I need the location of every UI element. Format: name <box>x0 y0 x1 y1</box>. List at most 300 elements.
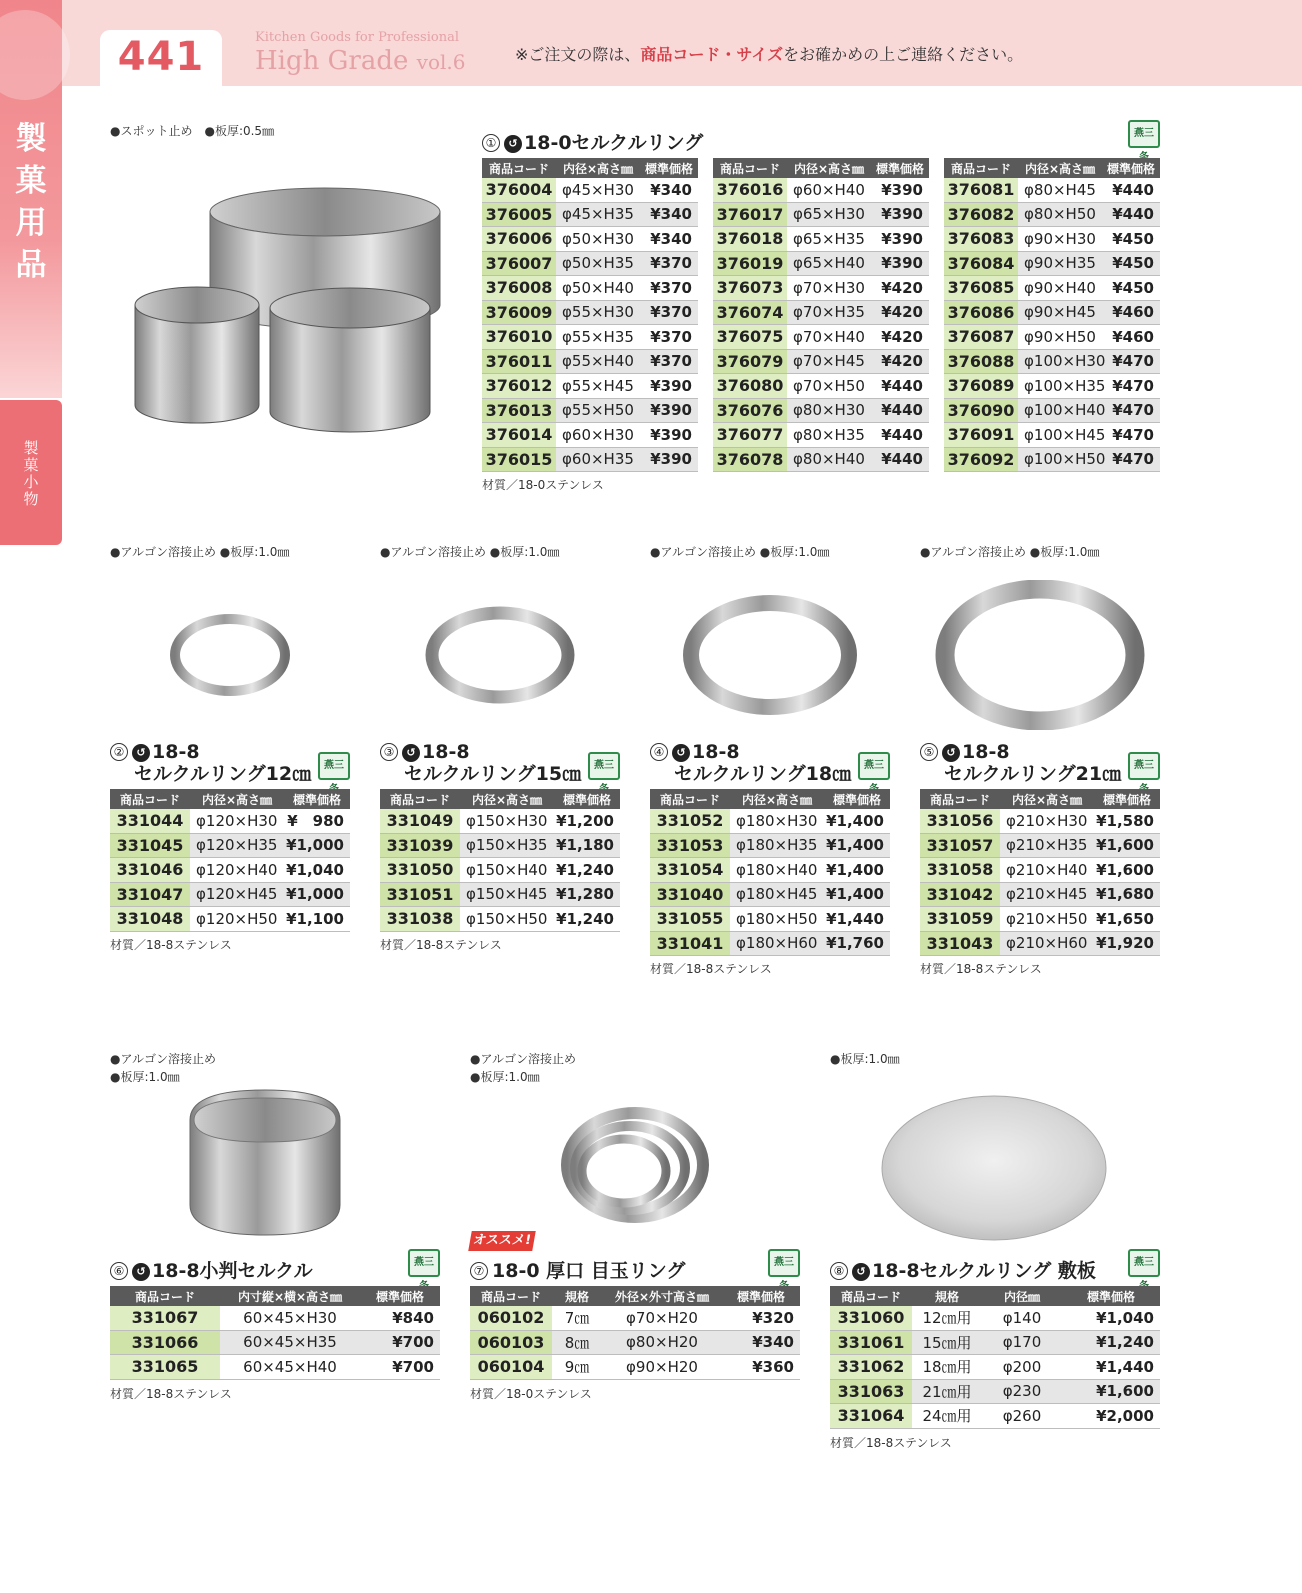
tsubame-sanjo-badge-icon: 燕三 <box>318 752 350 780</box>
table-row <box>482 301 698 326</box>
product7-title <box>470 1260 685 1282</box>
product8-title <box>830 1260 1096 1282</box>
price: ¥1,600 <box>1096 836 1154 855</box>
table-row <box>110 809 350 834</box>
sidebar-title-char: 用 <box>15 205 47 241</box>
tsubame-sanjo-badge-icon: 燕三 <box>1128 752 1160 780</box>
product-title <box>650 741 851 785</box>
material: 材質／18-8ステンレス <box>380 937 502 952</box>
product7-note-weld: ●アルゴン溶接止め <box>470 1052 576 1066</box>
size: 18㎝用 <box>922 1358 972 1377</box>
product-table <box>380 789 620 932</box>
table-row <box>713 399 929 424</box>
product-code: 331053 <box>650 834 730 858</box>
sidebar-sub-char: 菓 <box>23 456 39 474</box>
header-code: 商品コード <box>929 792 990 807</box>
product-code: 376006 <box>482 227 556 251</box>
table-row <box>830 1306 1160 1331</box>
product-code: 376088 <box>944 350 1018 374</box>
product-code: 331058 <box>920 858 1000 882</box>
product-code: 331039 <box>380 834 460 858</box>
table-row <box>830 1380 1160 1405</box>
table-body <box>470 1306 800 1380</box>
table-row <box>944 448 1160 473</box>
price: ¥390 <box>650 450 692 469</box>
size: φ70×H50 <box>793 376 865 395</box>
product-title-line1: 18-8 <box>692 741 740 763</box>
size: φ120×H40 <box>196 860 278 879</box>
price: ¥370 <box>650 278 692 297</box>
table-row <box>944 350 1160 375</box>
size: φ80×H20 <box>626 1333 698 1352</box>
size: φ150×H35 <box>466 836 548 855</box>
price: ¥1,440 <box>826 909 884 928</box>
size: φ80×H45 <box>1024 180 1096 199</box>
table-row <box>470 1355 800 1380</box>
table-header <box>713 158 929 178</box>
size: φ120×H45 <box>196 885 278 904</box>
table-row <box>713 276 929 301</box>
price: ¥420 <box>881 327 923 346</box>
header-price: 標準価格 <box>1086 1289 1135 1304</box>
product-code: 376087 <box>944 325 1018 349</box>
price: ¥450 <box>1112 278 1154 297</box>
product8-number: ⑧ <box>830 1262 848 1280</box>
table-header <box>920 789 1160 809</box>
product-code: 376089 <box>944 374 1018 398</box>
size: φ65×H40 <box>793 254 865 273</box>
size: φ90×H45 <box>1024 303 1096 322</box>
size: φ45×H35 <box>562 205 634 224</box>
ring-image <box>422 604 578 706</box>
product-code: 331061 <box>830 1331 912 1355</box>
price: ¥320 <box>752 1308 794 1327</box>
size: 7㎝ <box>564 1309 590 1328</box>
size: φ210×H60 <box>1006 934 1088 953</box>
product6-note-thickness: ●板厚:1.0㎜ <box>110 1070 180 1084</box>
price: ¥440 <box>881 450 923 469</box>
header-size: 内寸縦×横×高さ㎜ <box>237 1289 343 1304</box>
product-code: 376079 <box>713 350 787 374</box>
price: ¥390 <box>650 376 692 395</box>
flower-deco-icon <box>0 10 70 100</box>
table-row <box>944 276 1160 301</box>
product-code: 331042 <box>920 883 1000 907</box>
price: ¥390 <box>650 425 692 444</box>
product6-table <box>110 1286 440 1380</box>
product-code: 376078 <box>713 448 787 472</box>
size: φ100×H50 <box>1024 450 1106 469</box>
table-row <box>110 883 350 908</box>
price: ¥1,400 <box>826 885 884 904</box>
product-code: 376009 <box>482 301 556 325</box>
product1-image <box>125 180 455 440</box>
product-code: 331041 <box>650 932 730 956</box>
header-size: 内径×高さ㎜ <box>471 792 543 807</box>
ring-image <box>935 580 1145 730</box>
price: ¥340 <box>650 205 692 224</box>
price: ¥440 <box>881 425 923 444</box>
table-row <box>380 883 620 908</box>
table-row <box>110 1306 440 1331</box>
table-row <box>713 374 929 399</box>
size: φ100×H45 <box>1024 425 1106 444</box>
price: ¥440 <box>1112 205 1154 224</box>
product6-image <box>180 1080 350 1240</box>
price: ¥1,440 <box>1096 1357 1154 1376</box>
price: ¥1,180 <box>556 836 614 855</box>
size: 60×45×H35 <box>243 1333 337 1352</box>
size: φ180×H45 <box>736 885 818 904</box>
table-row <box>830 1355 1160 1380</box>
product-code: 376012 <box>482 374 556 398</box>
notice-post: をお確かめの上ご連絡ください。 <box>783 45 1024 64</box>
product1-table-col2 <box>713 158 929 472</box>
size: 9㎝ <box>564 1358 590 1377</box>
header-price: 標準価格 <box>562 792 611 807</box>
size: φ55×H50 <box>562 401 634 420</box>
product-code: 376075 <box>713 325 787 349</box>
product-number: ⑤ <box>920 743 938 761</box>
spec-note: ●アルゴン溶接止め ●板厚:1.0㎜ <box>920 545 1100 559</box>
price: ¥390 <box>881 205 923 224</box>
table-row <box>713 350 929 375</box>
brand-vol: vol.6 <box>416 50 466 74</box>
header-price: 標準価格 <box>292 792 341 807</box>
size: φ70×H45 <box>793 352 865 371</box>
price: ¥390 <box>881 229 923 248</box>
table-row <box>830 1331 1160 1356</box>
table-row <box>920 907 1160 932</box>
sidebar-title-char: 菓 <box>15 163 47 199</box>
price: ¥470 <box>1112 376 1154 395</box>
price: ¥1,100 <box>286 909 344 928</box>
product-code: 376016 <box>713 178 787 202</box>
size: φ200 <box>1002 1357 1042 1376</box>
product-title-line1: 18-8 <box>422 741 470 763</box>
product-code: 331048 <box>110 907 190 931</box>
product-number: ③ <box>380 743 398 761</box>
product-code: 331052 <box>650 809 730 833</box>
size: φ65×H30 <box>793 205 865 224</box>
table-row <box>650 834 890 859</box>
product-code: 331066 <box>110 1331 220 1355</box>
table-row <box>110 858 350 883</box>
table-row <box>482 252 698 277</box>
product-code: 376007 <box>482 252 556 276</box>
header-price: 標準価格 <box>644 161 693 176</box>
size: φ150×H40 <box>466 860 548 879</box>
table-body <box>380 809 620 932</box>
product-code: 376011 <box>482 350 556 374</box>
tsubame-sanjo-badge-icon: 燕三 <box>588 752 620 780</box>
size: 60×45×H40 <box>243 1357 337 1376</box>
product-code: 060104 <box>470 1355 552 1379</box>
product-code: 376090 <box>944 399 1018 423</box>
page-number: 441 <box>117 34 205 80</box>
price: ¥450 <box>1112 254 1154 273</box>
price: ¥360 <box>752 1357 794 1376</box>
product-code: 376084 <box>944 252 1018 276</box>
spec-note: ●アルゴン溶接止め ●板厚:1.0㎜ <box>380 545 560 559</box>
product6-title-text: 18-8小判セルクル <box>152 1260 313 1282</box>
size: φ60×H40 <box>793 180 865 199</box>
price: ¥390 <box>881 254 923 273</box>
size: 15㎝用 <box>922 1333 972 1352</box>
bolt-icon: ↺ <box>402 744 420 762</box>
product-code: 376085 <box>944 276 1018 300</box>
size: φ90×H35 <box>1024 254 1096 273</box>
size: 8㎝ <box>564 1333 590 1352</box>
table-row <box>482 276 698 301</box>
spec-note: ●アルゴン溶接止め ●板厚:1.0㎜ <box>650 545 830 559</box>
product-code: 376005 <box>482 203 556 227</box>
table-row <box>944 301 1160 326</box>
header-price: 標準価格 <box>1102 792 1151 807</box>
header-price: 標準価格 <box>832 792 881 807</box>
price: ¥370 <box>650 352 692 371</box>
brand-title <box>255 46 465 76</box>
size: φ180×H50 <box>736 909 818 928</box>
table-row <box>944 178 1160 203</box>
price: ¥450 <box>1112 229 1154 248</box>
size: φ50×H40 <box>562 278 634 297</box>
table-header <box>944 158 1160 178</box>
table-row <box>713 301 929 326</box>
product1-number: ① <box>482 134 500 152</box>
table-row <box>713 227 929 252</box>
product8-title-text: 18-8セルクルリング 敷板 <box>872 1260 1096 1282</box>
product7-material: 材質／18-0ステンレス <box>470 1387 592 1401</box>
size: φ55×H40 <box>562 352 634 371</box>
product-code: 376077 <box>713 423 787 447</box>
product-code: 376004 <box>482 178 556 202</box>
product-table <box>920 789 1160 956</box>
order-notice <box>515 42 1023 65</box>
price: ¥390 <box>881 180 923 199</box>
table-row <box>713 203 929 228</box>
product8-table <box>830 1286 1160 1429</box>
table-row <box>944 423 1160 448</box>
price: ¥460 <box>1112 327 1154 346</box>
table-body <box>110 809 350 932</box>
size: φ80×H35 <box>793 425 865 444</box>
table-row <box>650 907 890 932</box>
size: φ50×H35 <box>562 254 634 273</box>
price: ¥440 <box>1112 180 1154 199</box>
table-row <box>380 834 620 859</box>
table-body <box>713 178 929 472</box>
price: ¥840 <box>392 1308 434 1327</box>
product-title-line2: セルクルリング12㎝ <box>134 763 312 785</box>
table-header <box>482 158 698 178</box>
size: 21㎝用 <box>922 1382 972 1401</box>
table-row <box>482 325 698 350</box>
size: φ55×H45 <box>562 376 634 395</box>
product-code: 376073 <box>713 276 787 300</box>
price: ¥1,280 <box>556 885 614 904</box>
product-code: 331054 <box>650 858 730 882</box>
product-code: 331044 <box>110 809 190 833</box>
table-row <box>470 1331 800 1356</box>
product-code: 376082 <box>944 203 1018 227</box>
price: ¥1,400 <box>826 811 884 830</box>
table-row <box>470 1306 800 1331</box>
material: 材質／18-8ステンレス <box>650 962 772 976</box>
product-code: 331057 <box>920 834 1000 858</box>
table-row <box>944 227 1160 252</box>
product6-number: ⑥ <box>110 1262 128 1280</box>
header-code: 商品コード <box>480 1289 541 1304</box>
product7-image <box>560 1100 710 1230</box>
price: ¥440 <box>881 401 923 420</box>
table-row <box>110 1355 440 1380</box>
table-body <box>482 178 698 472</box>
table-row <box>380 907 620 932</box>
price: ¥470 <box>1112 425 1154 444</box>
table-row <box>944 252 1160 277</box>
price: ¥420 <box>881 352 923 371</box>
header-price: 標準価格 <box>375 1289 424 1304</box>
price: ¥420 <box>881 278 923 297</box>
bolt-icon: ↺ <box>942 744 960 762</box>
price: ¥2,000 <box>1096 1406 1154 1425</box>
price: ¥1,600 <box>1096 860 1154 879</box>
product-code: 376013 <box>482 399 556 423</box>
table-row <box>920 858 1160 883</box>
price: ¥390 <box>650 401 692 420</box>
bolt-icon: ↺ <box>852 1263 870 1281</box>
table-body <box>110 1306 440 1380</box>
price: ¥1,400 <box>826 860 884 879</box>
table-row <box>380 809 620 834</box>
product-code: 331059 <box>920 907 1000 931</box>
table-row <box>713 178 929 203</box>
size: φ65×H35 <box>793 229 865 248</box>
header-code: 商品コード <box>840 1289 901 1304</box>
price: ¥460 <box>1112 303 1154 322</box>
product-title-line1: 18-8 <box>152 741 200 763</box>
size: 60×45×H30 <box>243 1308 337 1327</box>
table-row <box>110 1331 440 1356</box>
table-header <box>830 1286 1160 1306</box>
table-row <box>713 448 929 473</box>
bolt-icon: ↺ <box>132 1263 150 1281</box>
header-price: 標準価格 <box>875 161 924 176</box>
product-code: 376074 <box>713 301 787 325</box>
table-row <box>920 883 1160 908</box>
table-row <box>944 399 1160 424</box>
product-code: 376008 <box>482 276 556 300</box>
table-row <box>380 858 620 883</box>
table-body <box>650 809 890 956</box>
product1-table-col1 <box>482 158 698 472</box>
product-code: 060102 <box>470 1306 552 1330</box>
product-code: 331067 <box>110 1306 220 1330</box>
size: φ150×H45 <box>466 885 548 904</box>
price: ¥440 <box>881 376 923 395</box>
product-code: 376014 <box>482 423 556 447</box>
product-code: 376017 <box>713 203 787 227</box>
sidebar-sub-char: 製 <box>23 439 39 457</box>
price: ¥370 <box>650 303 692 322</box>
price: ¥1,000 <box>286 885 344 904</box>
product6-note-weld: ●アルゴン溶接止め <box>110 1052 216 1066</box>
header-code: 商品コード <box>119 792 180 807</box>
product-title <box>920 741 1121 785</box>
table-body <box>920 809 1160 956</box>
price: ¥470 <box>1112 450 1154 469</box>
product7-note-thickness: ●板厚:1.0㎜ <box>470 1070 540 1084</box>
size: φ230 <box>1002 1382 1042 1401</box>
price: ¥1,200 <box>556 811 614 830</box>
table-row <box>713 325 929 350</box>
recommended-badge: オススメ! <box>468 1231 536 1251</box>
price: ¥340 <box>752 1333 794 1352</box>
price: ¥470 <box>1112 352 1154 371</box>
size: φ70×H20 <box>626 1308 698 1327</box>
header-code: 商品コード <box>488 161 549 176</box>
table-row <box>482 423 698 448</box>
price: ¥1,400 <box>826 836 884 855</box>
size: φ150×H50 <box>466 909 548 928</box>
header-size: 内径×高さ㎜ <box>741 792 813 807</box>
product-code: 331060 <box>830 1306 912 1330</box>
size: φ180×H35 <box>736 836 818 855</box>
price: ¥1,000 <box>286 836 344 855</box>
product-code: 376015 <box>482 448 556 472</box>
tsubame-sanjo-badge-icon: 燕三 <box>1128 1249 1160 1277</box>
product-title-line2: セルクルリング15㎝ <box>404 763 582 785</box>
product-code: 376076 <box>713 399 787 423</box>
product-title-line2: セルクルリング18㎝ <box>674 763 852 785</box>
table-body <box>830 1306 1160 1429</box>
size: φ210×H40 <box>1006 860 1088 879</box>
ring-image <box>681 594 859 716</box>
header-price: 標準価格 <box>736 1289 785 1304</box>
table-row <box>944 374 1160 399</box>
product-code: 376083 <box>944 227 1018 251</box>
header-code: 商品コード <box>389 792 450 807</box>
size: φ120×H30 <box>196 811 278 830</box>
size: φ70×H35 <box>793 303 865 322</box>
product-code: 376086 <box>944 301 1018 325</box>
header-code: 商品コード <box>134 1289 195 1304</box>
tsubame-sanjo-badge-icon: 燕三 <box>1128 120 1160 148</box>
size: φ180×H30 <box>736 811 818 830</box>
product-code: 376018 <box>713 227 787 251</box>
sidebar-title <box>0 118 62 286</box>
table-row <box>713 252 929 277</box>
product-code: 331040 <box>650 883 730 907</box>
size: φ80×H50 <box>1024 205 1096 224</box>
table-header <box>110 1286 440 1306</box>
notice-highlight: 商品コード・サイズ <box>640 45 784 64</box>
product-code: 331047 <box>110 883 190 907</box>
table-row <box>482 227 698 252</box>
header-size: 内径×高さ㎜ <box>793 161 865 176</box>
product-code: 376019 <box>713 252 787 276</box>
size: φ90×H40 <box>1024 278 1096 297</box>
product6-material: 材質／18-8ステンレス <box>110 1387 232 1401</box>
header-code: 商品コード <box>719 161 780 176</box>
table-row <box>482 374 698 399</box>
table-row <box>482 448 698 473</box>
size: φ170 <box>1002 1333 1042 1352</box>
bolt-icon: ↺ <box>132 744 150 762</box>
table-row <box>110 834 350 859</box>
price: ¥1,040 <box>286 860 344 879</box>
